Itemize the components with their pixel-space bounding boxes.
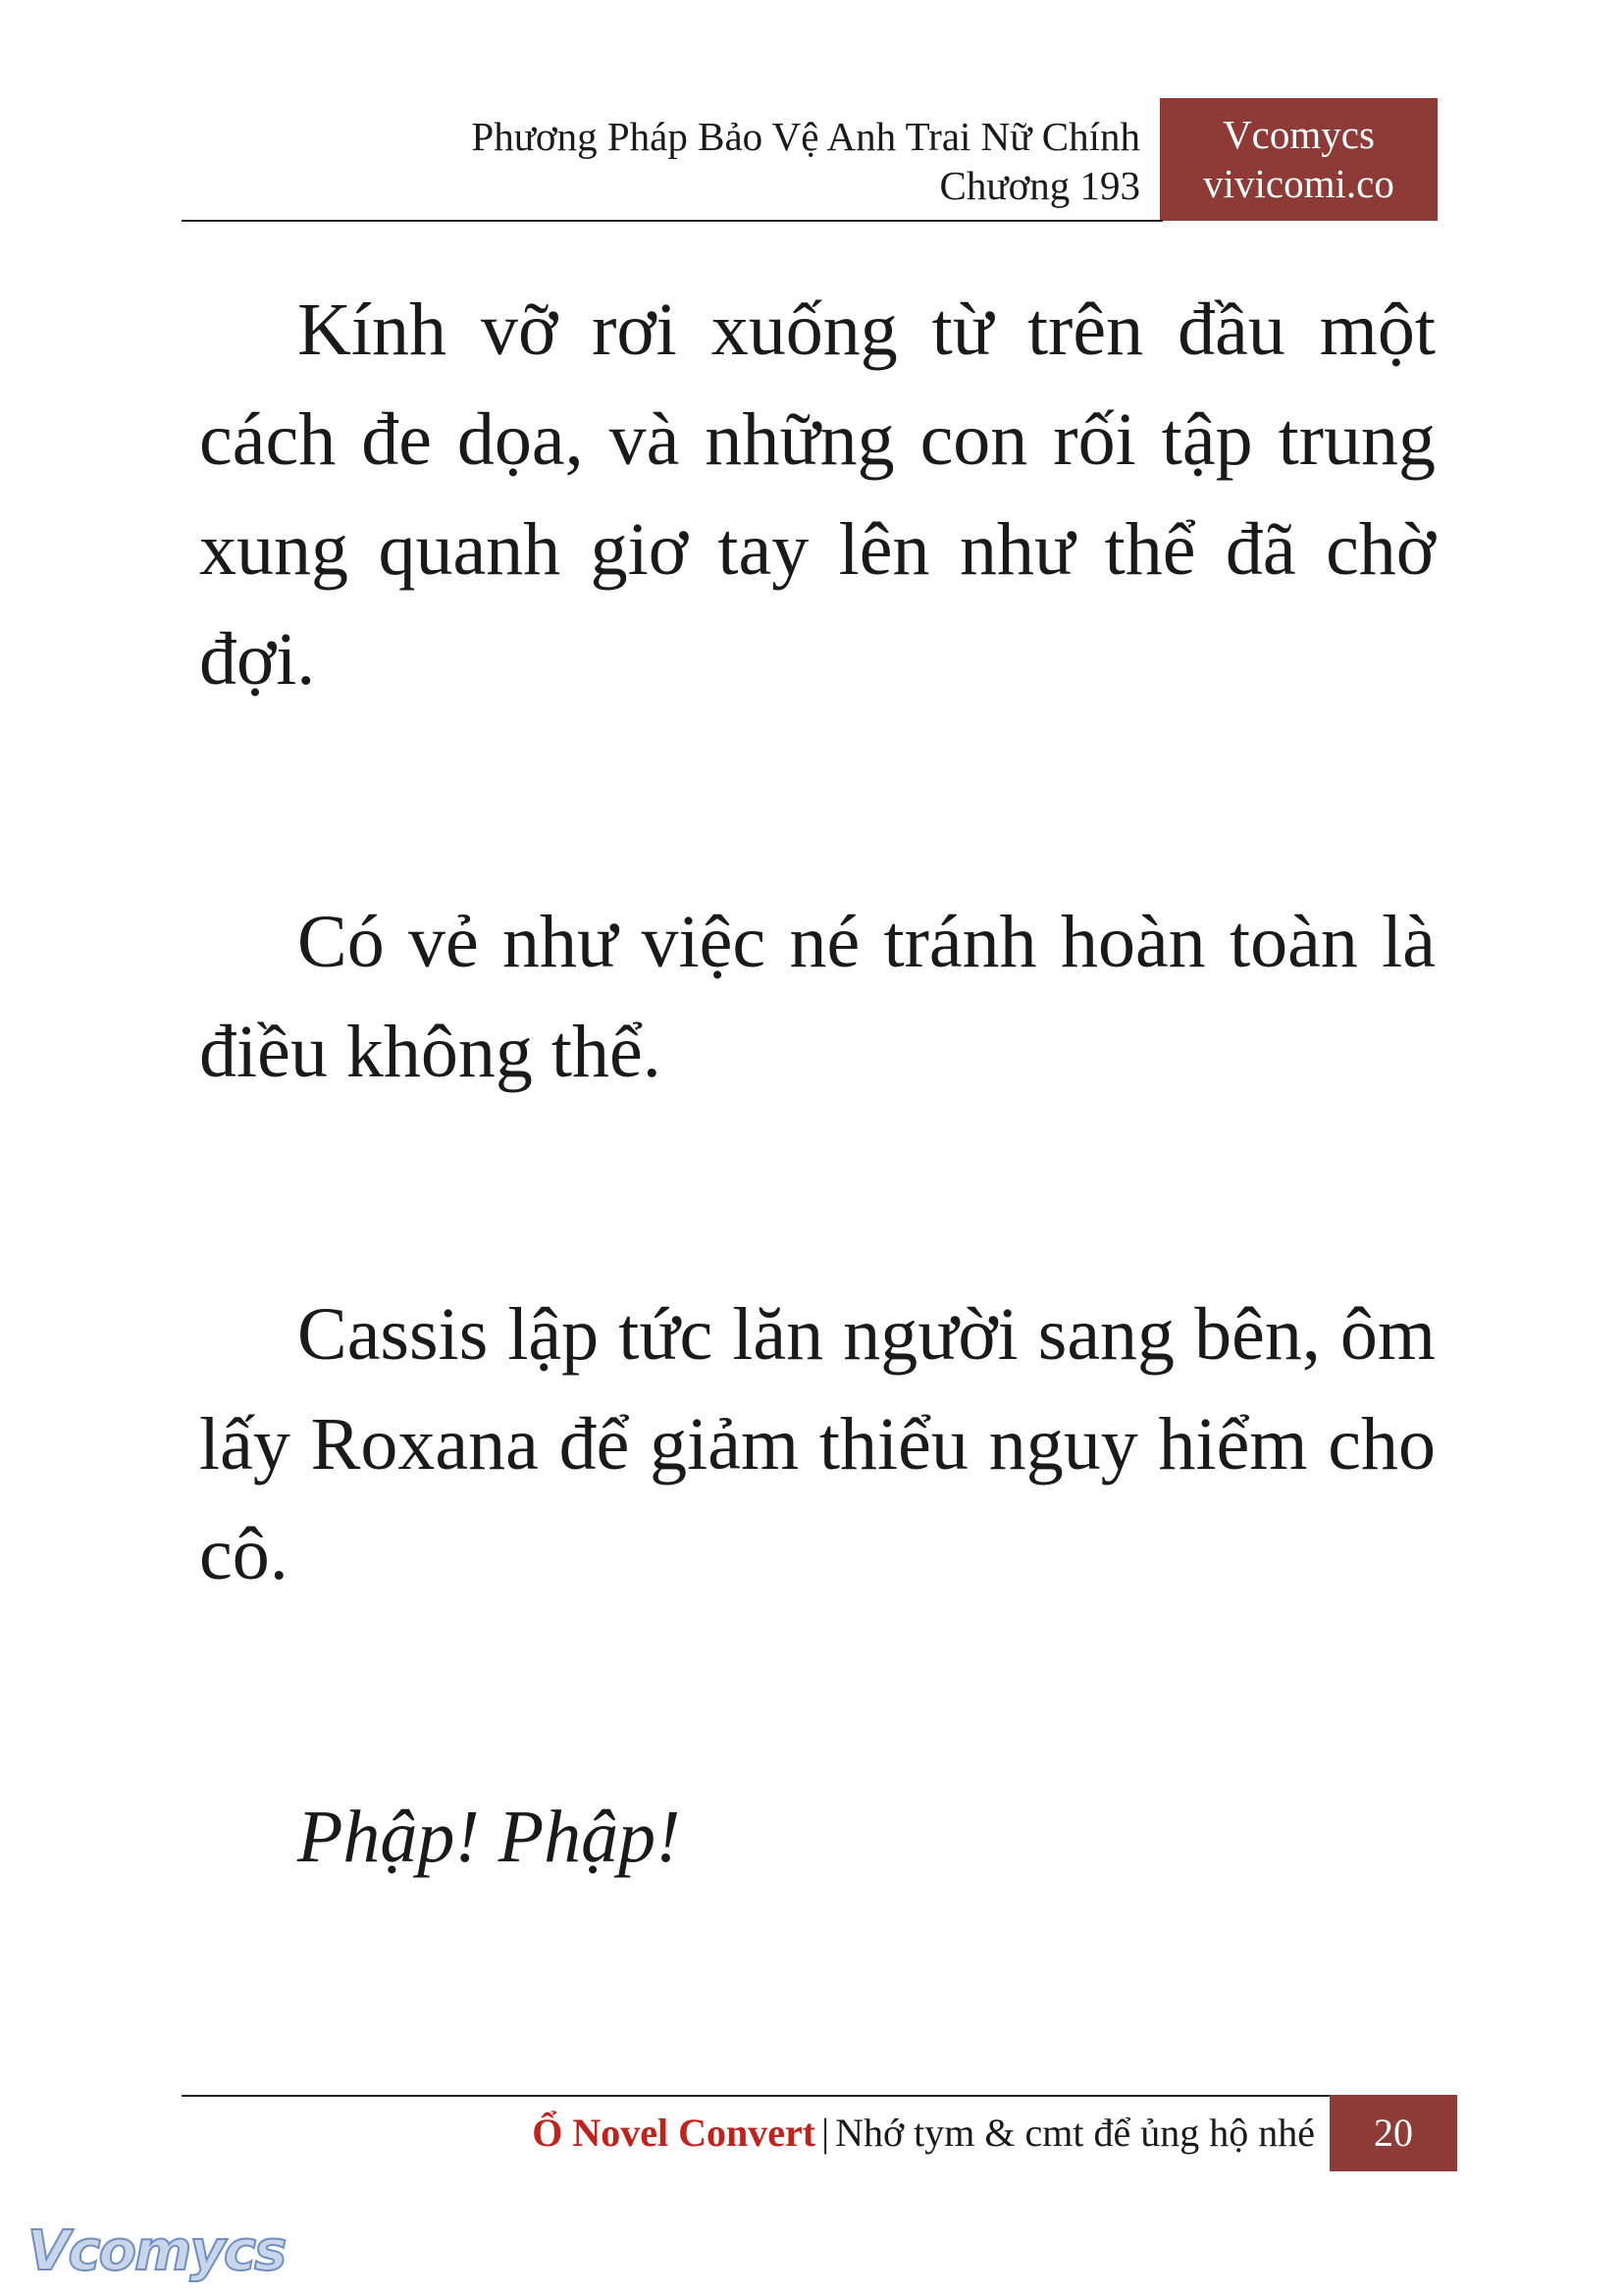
brand-name: Vcomycs bbox=[1223, 112, 1375, 157]
footer-separator: | bbox=[821, 2111, 830, 2155]
footer-note: Nhớ tym & cmt để ủng hộ nhé bbox=[835, 2111, 1315, 2155]
header-text bbox=[471, 112, 1140, 210]
footer-text bbox=[532, 2109, 1315, 2158]
paragraph: Có vẻ như việc né tránh hoàn toàn là điều không thể. bbox=[199, 901, 1436, 1093]
chapter-label: Chương 193 bbox=[939, 163, 1140, 208]
book-title: Phương Pháp Bảo Vệ Anh Trai Nữ Chính bbox=[471, 114, 1140, 159]
paragraph: Kính vỡ rơi xuống từ trên đầu một cách đe dọa, và những con rối tập trung xung quanh giơ tay lên như thể đã chờ đợi. bbox=[199, 288, 1436, 701]
header-brand-box bbox=[1160, 98, 1438, 221]
header-divider bbox=[182, 220, 1163, 222]
page-footer bbox=[182, 2095, 1457, 2171]
page-number: 20 bbox=[1330, 2095, 1457, 2171]
sound-effect-paragraph: Phập! Phập! bbox=[297, 1796, 681, 1878]
page-header bbox=[182, 98, 1438, 221]
footer-brand: Ổ Novel Convert bbox=[532, 2111, 816, 2155]
paragraph: Cassis lập tức lăn người sang bên, ôm lấy Roxana để giảm thiểu nguy hiểm cho cô. bbox=[199, 1293, 1436, 1595]
chapter-body bbox=[199, 275, 1436, 1892]
brand-site: vivicomi.co bbox=[1203, 161, 1394, 206]
watermark-logo: Vcomycs bbox=[27, 2219, 286, 2283]
